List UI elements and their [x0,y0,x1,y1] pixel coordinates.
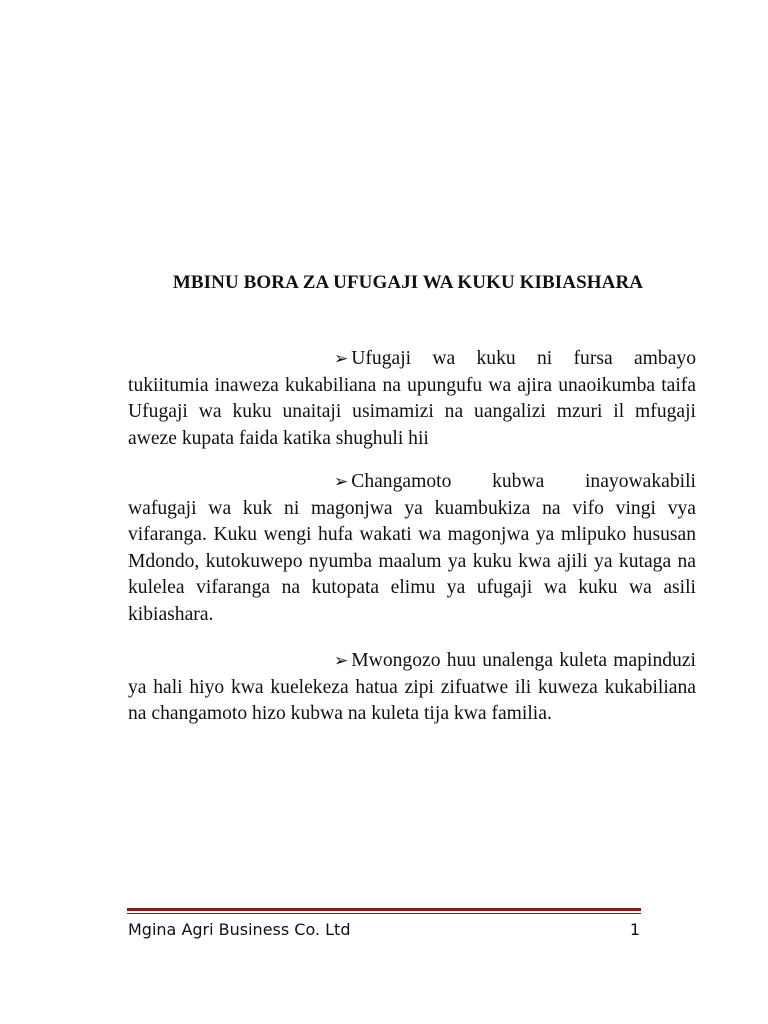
paragraph-1 [128,346,696,452]
arrow-bullet-icon: ➢ [334,349,349,369]
page-number: 1 [629,920,640,939]
document-title: MBINU BORA ZA UFUGAJI WA KUKU KIBIASHARA [172,272,644,293]
paragraph-3-text: Mwongozo huu unalenga kuleta mapinduzi ya hali hiyo kwa kuelekeza hatua zipi zifuatwe ili kuweza kukabiliana na changamoto hizo kubwa na kuleta tija kwa familia. [128,650,696,724]
paragraph-1-text: Ufugaji wa kuku ni fursa ambayo tukiitumia inaweza kukabiliana na upungufu wa ajira unaoikumba taifa Ufugaji wa kuku unaitaji usimamizi na uangalizi mzuri il mfugaji aweze kupata faida katika shughuli hii [128,348,696,449]
footer-rule-thick [127,908,641,911]
footer-company-name: Mgina Agri Business Co. Ltd [128,920,351,939]
paragraph-2 [128,469,696,628]
arrow-bullet-icon: ➢ [334,651,349,671]
arrow-bullet-icon: ➢ [334,472,349,492]
paragraph-2-text: Changamoto kubwa inayowakabili wafugaji wa kuk ni magonjwa ya kuambukiza na vifo vingi vya vifaranga. Kuku wengi hufa wakati wa magonjwa ya mlipuko hususan Mdondo, kutokuwepo nyumba maalum ya kuku kwa ajili ya kutaga na kulelea vifaranga na kutopata elimu ya ufugaji wa kuku wa asili kibiashara. [128,471,696,625]
paragraph-3 [128,648,696,728]
footer-rule-thin [127,913,641,914]
